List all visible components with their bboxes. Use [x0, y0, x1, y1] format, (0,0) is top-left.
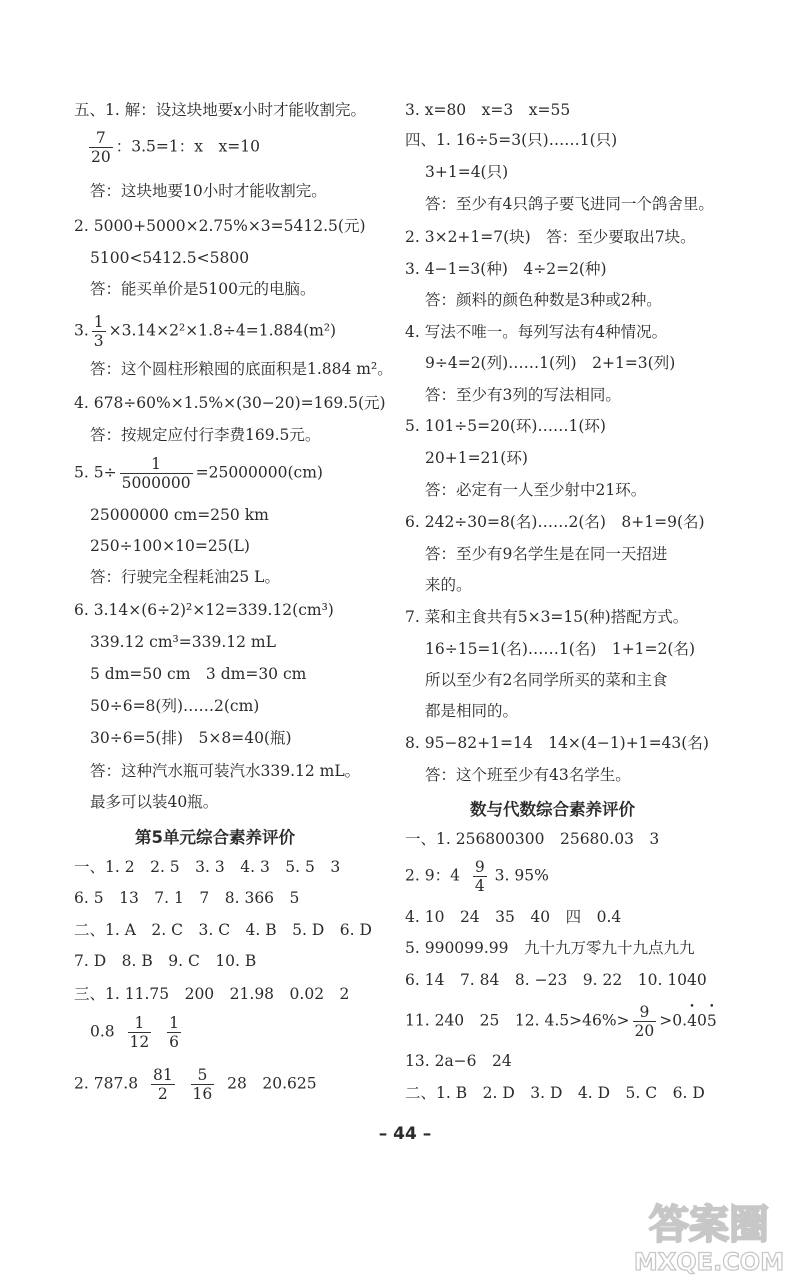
- watermark-text: 答案圈: [649, 1202, 769, 1248]
- answer-line: 一、1. 256800300 25680.03 3: [405, 830, 660, 848]
- answer-line: 二、1. B 2. D 3. D 4. D 5. C 6. D: [405, 1084, 705, 1102]
- answer-line: 2. 3×2+1=7(块) 答：至少要取出7块。: [405, 228, 696, 246]
- answer-line: 2. 5000+5000×2.75%×3=5412.5(元): [74, 217, 366, 235]
- answer-line: 3. x=80 x=3 x=55: [405, 101, 571, 119]
- answer-line: 50÷6=8(列)……2(cm): [90, 697, 260, 715]
- watermark-url: MXQE.COM: [633, 1248, 785, 1276]
- answer-line: 4. 10 24 35 40 四 0.4: [405, 908, 622, 926]
- watermark-logo: [614, 1192, 804, 1278]
- answer-line: 答：行驶完全程耗油25 L。: [90, 568, 280, 586]
- answer-line: 最多可以装40瓶。: [90, 793, 219, 811]
- answer-line: 9÷4=2(列)……1(列) 2+1=3(列): [425, 354, 676, 372]
- fraction: $\frac{1}{6}$: [169, 1014, 179, 1051]
- answer-line: 3+1=4(只): [425, 163, 509, 181]
- answer-line: 339.12 cm³=339.12 mL: [90, 633, 276, 651]
- answer-line-fraction: 2. 9：4 $\frac{9}{4}$ 3. 95%: [405, 858, 549, 895]
- answer-line: 答：至少有3列的写法相同。: [425, 386, 621, 404]
- answer-line: 五、1. 解：设这块地要x小时才能收割完。: [74, 101, 366, 119]
- answer-line: 一、1. 2 2. 5 3. 3 4. 3 5. 5 3: [74, 858, 341, 876]
- answer-line: 6. 14 7. 84 8. −23 9. 22 10. 1040: [405, 971, 707, 989]
- answer-line: 都是相同的。: [425, 702, 519, 720]
- answer-line: 答：按规定应付行李费169.5元。: [90, 426, 321, 444]
- answer-line: 30÷6=5(排) 5×8=40(瓶): [90, 729, 292, 747]
- answer-line: 答：这块地要10小时才能收割完。: [90, 182, 327, 200]
- answer-line: 三、1. 11.75 200 21.98 0.02 2: [74, 985, 350, 1003]
- fraction: $\frac{1}{5000000}$: [121, 455, 191, 492]
- answer-line: 7. 菜和主食共有5×3=15(种)搭配方式。: [405, 608, 689, 626]
- answer-line: 8. 95−82+1=14 14×(4−1)+1=43(名): [405, 734, 709, 752]
- answer-line: 答：这个班至少有43名学生。: [425, 766, 631, 784]
- answer-line: 答：能买单价是5100元的电脑。: [90, 280, 316, 298]
- answer-line-fraction: 3. $\frac{1}{3}$ ×3.14×2²×1.8÷4=1.884(m²): [74, 313, 337, 350]
- answer-line-fraction: $\frac{7}{20}$ ：3.5=1：x x=10: [91, 129, 260, 166]
- fraction: $\frac{9}{20}$: [634, 1003, 655, 1040]
- repeating-digit: • 5: [707, 1012, 717, 1030]
- answer-line: 答：颜料的颜色种数是3种或2种。: [425, 291, 662, 309]
- answer-line: 25000000 cm=250 km: [90, 506, 269, 524]
- page-number: – 44 –: [378, 1124, 432, 1144]
- answer-line: 13. 2a−6 24: [405, 1052, 512, 1070]
- answer-line: 4. 写法不唯一。每列写法有4种情况。: [405, 323, 668, 341]
- section-title: 数与代数综合素养评价: [470, 800, 635, 819]
- answer-line: 答：这种汽水瓶可装汽水339.12 mL。: [90, 762, 361, 780]
- fraction: $\frac{81}{2}$: [152, 1066, 173, 1103]
- fraction: $\frac{1}{12}$: [129, 1014, 150, 1051]
- fraction: $\frac{1}{3}$: [93, 313, 104, 350]
- answer-line: 7. D 8. B 9. C 10. B: [74, 952, 257, 970]
- answer-line: 答：至少有4只鸽子要飞进同一个鸽舍里。: [425, 195, 714, 213]
- answer-line-fraction: 0.8 $\frac{1}{12}$ $\frac{1}{6}$: [90, 1014, 179, 1051]
- answer-line: 答：必定有一人至少射中21环。: [425, 481, 647, 499]
- answer-line: 来的。: [425, 576, 472, 594]
- answer-line: 6. 5 13 7. 1 7 8. 366 5: [74, 889, 300, 907]
- answer-line-fraction: 5. 5÷ $\frac{1}{5000000}$ =25000000(cm): [74, 455, 323, 492]
- answer-line: 四、1. 16÷5=3(只)……1(只): [405, 131, 618, 149]
- answer-line: 4. 678÷60%×1.5%×(30−20)=169.5(元): [74, 394, 386, 412]
- answer-line: 5. 101÷5=20(环)……1(环): [405, 417, 606, 435]
- fraction: $\frac{9}{4}$: [474, 858, 485, 895]
- answer-line: 5. 990099.99 九十九万零九十九点九九: [405, 939, 695, 957]
- repeating-digit: • 4: [687, 1012, 697, 1030]
- answer-line: 5 dm=50 cm 3 dm=30 cm: [90, 665, 307, 683]
- answer-line: 250÷100×10=25(L): [90, 537, 250, 555]
- section-title: 第5单元综合素养评价: [135, 828, 295, 847]
- answer-line: 二、1. A 2. C 3. C 4. B 5. D 6. D: [74, 921, 372, 939]
- answer-line-fraction: 2. 787.8 $\frac{81}{2}$ $\frac{5}{16}$ 28 20.625: [74, 1066, 317, 1103]
- fraction: $\frac{5}{16}$: [192, 1066, 213, 1103]
- answer-line-fraction: 11. 240 25 12. 4.5>46%> $\frac{9}{20}$ >0.• 40• 5: [405, 1003, 717, 1040]
- answer-line: 6. 242÷30=8(名)……2(名) 8+1=9(名): [405, 513, 705, 531]
- answer-line: 所以至少有2名同学所买的菜和主食: [425, 671, 668, 689]
- answer-line: 16÷15=1(名)……1(名) 1+1=2(名): [425, 640, 695, 658]
- answer-line: 答：至少有9名学生是在同一天招进: [425, 545, 668, 563]
- answer-line: 20+1=21(环): [425, 449, 528, 467]
- answer-line: 5100<5412.5<5800: [90, 249, 250, 267]
- answer-line: 答：这个圆柱形粮囤的底面积是1.884 m²。: [90, 360, 393, 378]
- answer-line: 6. 3.14×(6÷2)²×12=339.12(cm³): [74, 601, 334, 619]
- answer-line: 3. 4−1=3(种) 4÷2=2(种): [405, 260, 607, 278]
- fraction: $\frac{7}{20}$: [91, 129, 111, 166]
